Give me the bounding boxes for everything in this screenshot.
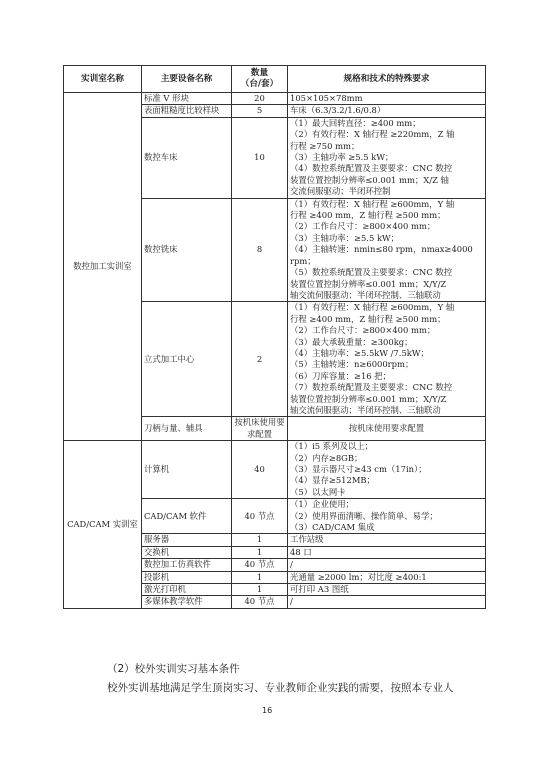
spec-cell	[288, 117, 486, 198]
spec-line: （3）CAD/CAM 集成	[290, 522, 375, 533]
quantity-cell: 40 节点	[232, 559, 288, 571]
spec-line: 装置位置控制分辨率≤0.001 mm；X/Y/Z	[290, 393, 447, 404]
spec-line: （1）最大回转直径：≥400 mm；	[290, 117, 421, 128]
spec-line: 行程 ≥400 mm，Z 轴行程 ≥500 mm；	[290, 210, 446, 221]
spec-line: /	[290, 596, 293, 607]
spec-line: 装置位置控制分辨率≤0.001 mm；X/Y/Z	[290, 278, 447, 289]
spec-line: （6）刀库容量：≥16 把；	[290, 370, 392, 381]
equipment-name-cell: 表面粗糙度比较样块	[142, 105, 232, 117]
spec-line: （1）有效行程：X 轴行程 ≥600mm，Y 轴	[290, 198, 455, 209]
spec-line: （4）主轴转速：nmin≤80 rpm，nmax≥4000	[290, 244, 473, 255]
spec-line: 工作站级	[290, 534, 324, 545]
spec-line: 行程 ≥750 mm；	[290, 140, 360, 151]
spec-line: （4）数控系统配置及主要要求：CNC 数控	[290, 163, 453, 174]
spec-line: （3）最大承载重量：≥300kg；	[290, 336, 413, 347]
spec-line: 按机床使用要求配置	[348, 423, 425, 434]
quantity-cell: 2	[232, 302, 288, 417]
spec-line: （1）i5 系列及以上；	[290, 441, 373, 452]
spec-line: （5）主轴转速：n≥6000rpm；	[290, 359, 414, 370]
quantity-cell: 40	[232, 441, 288, 499]
room-name-cell: CAD/CAM 实训室	[64, 441, 142, 609]
quantity-cell: 8	[232, 198, 288, 302]
spec-line: 轴交流伺服驱动；半闭环控制、三轴联动	[290, 289, 441, 300]
spec-cell	[288, 441, 486, 499]
spec-line: /	[290, 559, 293, 570]
spec-line: 车床（6.3/3.2/1.6/0.8）	[290, 105, 386, 116]
equipment-name-cell: 投影机	[142, 571, 232, 583]
spec-line: （2）使用界面清晰、操作简单、易学；	[290, 510, 438, 521]
header-room: 实训室名称	[64, 66, 142, 93]
equipment-name-cell: 计算机	[142, 441, 232, 499]
table-row	[64, 93, 486, 105]
spec-line: 行程 ≥400 mm，Z 轴行程 ≥500 mm；	[290, 313, 446, 324]
spec-cell	[288, 534, 486, 546]
spec-line: （5）以太网卡	[290, 486, 346, 497]
spec-line: 105×105×78mm	[290, 93, 363, 103]
page-number: 16	[262, 706, 273, 715]
spec-line: 48 口	[290, 546, 312, 557]
quantity-cell: 1	[232, 546, 288, 558]
spec-cell	[288, 596, 486, 608]
quantity-cell: 按机床使用要求配置	[232, 417, 288, 441]
spec-line: 轴交流伺服驱动；半闭环控制、三轴联动	[290, 404, 441, 415]
spec-cell	[288, 546, 486, 558]
quantity-cell: 5	[232, 105, 288, 117]
section-subheading: （2）校外实训实习基本条件	[107, 663, 240, 675]
spec-line: （4）显存≥512MB；	[290, 475, 375, 486]
spec-line: （3）主轴功率 ≥5.5 kW；	[290, 152, 394, 163]
quantity-cell: 1	[232, 534, 288, 546]
table-row	[64, 441, 486, 499]
spec-cell	[288, 302, 486, 417]
equipment-name-cell: 立式加工中心	[142, 302, 232, 417]
quantity-cell: 10	[232, 117, 288, 198]
table-body	[64, 93, 486, 609]
equipment-name-cell: 多媒体教学软件	[142, 596, 232, 608]
equipment-name-cell: 交换机	[142, 546, 232, 558]
header-spec: 规格和技术的特殊要求	[288, 66, 486, 93]
equipment-name-cell: 标准 V 形块	[142, 93, 232, 105]
spec-line: 交流伺服驱动；半闭环控制	[290, 186, 391, 197]
quantity-cell: 20	[232, 93, 288, 105]
quantity-cell: 1	[232, 571, 288, 583]
spec-cell	[288, 417, 486, 441]
quantity-cell: 1	[232, 584, 288, 596]
spec-cell	[288, 93, 486, 105]
equipment-name-cell: 数控车床	[142, 117, 232, 198]
spec-line: （1）有效行程：X 轴行程 ≥600mm，Y 轴	[290, 302, 455, 313]
equipment-name-cell: 服务器	[142, 534, 232, 546]
spec-line: （2）内存≥8GB；	[290, 452, 363, 463]
spec-line: 装置位置控制分辨率≤0.001 mm；X/Z 轴	[290, 174, 449, 185]
equipment-name-cell: CAD/CAM 软件	[142, 499, 232, 534]
spec-line: （3）主轴功率：≥5.5 kW；	[290, 232, 400, 243]
equipment-table	[63, 65, 486, 609]
spec-cell	[288, 584, 486, 596]
spec-line: （5）数控系统配置及主要要求：CNC 数控	[290, 267, 453, 278]
spec-cell	[288, 499, 486, 534]
spec-cell	[288, 559, 486, 571]
spec-line: rpm；	[290, 255, 316, 266]
header-quantity	[232, 66, 288, 93]
spec-line: 光通量 ≥2000 lm；对比度 ≥400:1	[290, 571, 427, 582]
quantity-cell: 40 节点	[232, 499, 288, 534]
spec-cell	[288, 198, 486, 302]
spec-line: （2）工作台尺寸：≥800×400 mm；	[290, 221, 436, 232]
spec-line: （1）企业使用；	[290, 499, 354, 510]
quantity-cell: 40 节点	[232, 596, 288, 608]
equipment-name-cell: 刀柄与量、辅具	[142, 417, 232, 441]
spec-line: （4）主轴功率：≥5.5kW /7.5kW；	[290, 347, 429, 358]
spec-line: （2）有效行程：X 轴行程 ≥220mm，Z 轴	[290, 129, 455, 140]
spec-cell	[288, 105, 486, 117]
equipment-name-cell: 激光打印机	[142, 584, 232, 596]
header-equipment: 主要设备名称	[142, 66, 232, 93]
room-name-cell: 数控加工实训室	[64, 93, 142, 441]
spec-cell	[288, 571, 486, 583]
equipment-name-cell: 数控加工仿真软件	[142, 559, 232, 571]
equipment-name-cell: 数控铣床	[142, 198, 232, 302]
spec-line: （3）显示器尺寸≥43 cm（17in）；	[290, 464, 427, 474]
spec-line: （2）工作台尺寸：≥800×400 mm；	[290, 325, 436, 336]
header-quantity-line2: （台/套）	[240, 79, 279, 89]
header-quantity-line1: 数量	[250, 68, 269, 78]
spec-line: 可打印 A3 图纸	[290, 584, 349, 595]
body-paragraph: 校外实训基地满足学生顶岗实习、专业教师企业实践的需要，按照本专业人	[107, 682, 454, 694]
table-header-row	[64, 66, 486, 93]
spec-line: （7）数控系统配置及主要要求：CNC 数控	[290, 382, 453, 393]
